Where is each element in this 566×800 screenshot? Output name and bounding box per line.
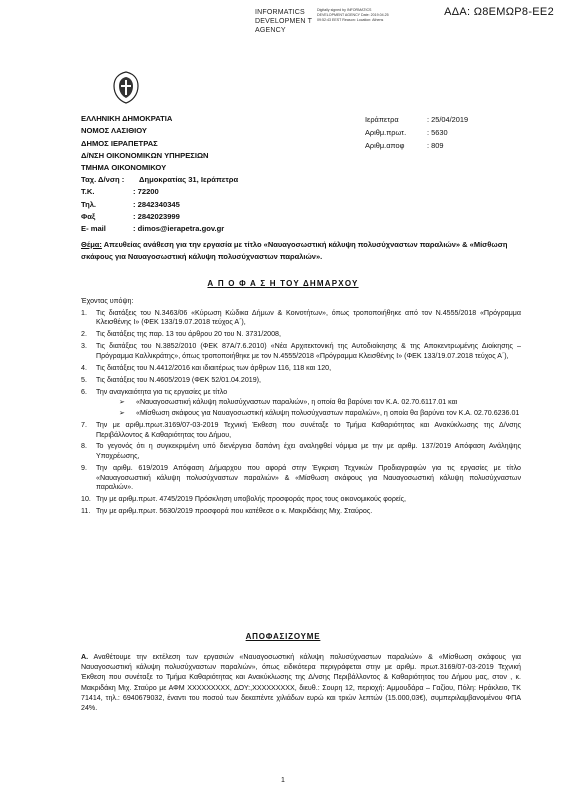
item-text: Το γεγονός ότι η συγκεκριμένη υπό διενέργεια δαπάνη έχει αναληφθεί νόμιμα με την με αριθμ. 137/2019 Απόφαση Ανάληψης Υποχρέωσης, [96,442,521,461]
item-text: Την με αριθμ.πρωτ.3169/07-03-2019 Τεχνική Έκθεση που συνέταξε το Τμήμα Καθαριότητας και Ανακύκλωσης της Δ/νσης Περιβάλλοντος & Καθαριότητας του Δήμου, [96,420,521,439]
digital-signature-block [255,6,395,46]
item-number: 3. [81,342,87,351]
sub-item [96,409,521,419]
considerations [81,297,521,519]
decide-title: ΑΠΟΦΑΣΙΖΟΥΜΕ [245,632,321,641]
list-item [81,464,521,493]
protocol-value: : 5630 [427,128,448,137]
list-item [81,376,521,386]
signature-meta: Digitally signed by INFORMATICS DEVELOPMENT AGENCY Date: 2019.04.25 09:52:43 EEST Reason: Location: Athens [317,8,389,22]
list-item [81,442,521,461]
list-item [81,507,521,517]
list-item [81,364,521,374]
subject-text: Απευθείας ανάθεση για την εργασία με τίτλο «Ναυαγοσωστική κάλυψη πολυσύχναστων παραλιών» & «Μίσθωση σκάφους για Ναυαγοσωστική κάλυψη πολυσύχναστων παραλιών». [81,240,508,261]
item-number: 9. [81,464,87,473]
item-number: 6. [81,387,87,396]
decision-paragraph-a [81,652,521,713]
header-line: ΕΛΛΗΝΙΚΗ ΔΗΜΟΚΡΑΤΙΑ [81,114,173,123]
header-line: Δ/ΝΣΗ ΟΙΚΟΝΟΜΙΚΩΝ ΥΠΗΡΕΣΙΩΝ [81,150,209,160]
email-row [81,223,238,235]
arrow-bullet-icon: ➢ [119,399,125,407]
greek-coat-of-arms-icon [111,70,141,104]
item-text: Τις διατάξεις του Ν.4412/2016 και ιδιαιτέρως των άρθρων 116, 118 και 120, [96,363,332,372]
list-item [81,495,521,505]
tk-value: : 72200 [133,187,159,197]
list-item [81,388,521,419]
tk-label: Τ.Κ. [81,187,95,197]
list-item [81,421,521,440]
list-item [81,342,521,361]
fax-row [81,211,238,223]
item-text: Τις διατάξεις του Ν.3852/2010 (ΦΕΚ 87Α/7.6.2010) «Νέα Αρχιτεκτονική της Αυτοδιοίκησης & της Αποκεντρωμένης Διοίκησης – Πρόγραμμα Καλλικράτης», όπως τροποποιήθηκε με τον Ν.4555/2018 «Πρόγραμμα Κλεισθένης Ι» (ΦΕΚ 133/19.07.2018 τεύχος Α΄), [96,342,521,360]
sub-item-text: «Μίσθωση σκάφους για Ναυαγοσωστική κάλυψη πολυσύχναστων παραλιών», η οποία θα βαρύνει τον Κ.Α. 02.70.6236.01 [136,408,520,417]
ada-code: ΑΔΑ: Ω8ΕΜΩΡ8-ΕΕ2 [444,6,554,18]
item-text: Την αναγκαιότητα για τις εργασίες με τίτλο [96,387,228,396]
address-label: Ταχ. Δ/νση : [81,175,125,184]
item-text: Τις διατάξεις του Ν.3463/06 «Κύρωση Κώδικα Δήμων & Κοινοτήτων», όπως τροποποιήθηκε από τον Ν.4555/2018 «Πρόγραμμα Κλεισθένης Ι» (ΦΕΚ 133/19.07.2018 τεύχος Α΄), [96,308,521,327]
item-number: 7. [81,420,87,429]
item-number: 10. [81,495,91,504]
decision-title: Α Π Ο Φ Α Σ Η ΤΟΥ ΔΗΜΑΡΧΟΥ [207,279,359,288]
reference-block [365,113,468,152]
decision-number-label: Αριθμ.αποφ [365,141,405,150]
tk-row [81,186,238,198]
email-value: : dimos@ierapetra.gov.gr [133,224,225,234]
item-text: Την με αριθμ.πρωτ. 5630/2019 προσφορά που κατέθεσε ο κ. Μακριδάκης Μιχ. Σταύρος. [96,507,373,516]
item-number: 2. [81,330,87,339]
header-line: ΤΜΗΜΑ ΟΙΚΟΝΟΜΙΚΟΥ [81,163,167,173]
subject [81,239,521,262]
list-item [81,309,521,328]
protocol-row [365,126,468,139]
arrow-bullet-icon: ➢ [119,409,125,417]
protocol-label: Αριθμ.πρωτ. [365,128,407,137]
sub-item [96,398,521,408]
decision-number-row [365,139,468,152]
considerations-list [81,309,521,517]
date-row [365,113,468,126]
signature-org: INFORMATICS DEVELOPMEN T AGENCY [255,9,312,34]
item-number: 8. [81,442,87,451]
header-line: ΝΟΜΟΣ ΛΑΣΙΘΙΟΥ [81,126,147,136]
tel-label: Τηλ. [81,199,97,209]
subject-label: Θέμα: [81,240,102,249]
issuer-header [81,113,209,174]
tel-value: : 2842340345 [133,199,180,209]
item-number: 5. [81,375,87,384]
email-label: E- mail [81,224,106,234]
fax-label: Φαξ [81,211,96,221]
tel-row [81,199,238,211]
item-number: 11. [81,507,91,516]
decision-number-value: : 809 [427,141,444,150]
considerations-intro: Έχοντας υπόψη: [81,297,134,305]
item-number: 1. [81,308,87,317]
address-value: Δημοκρατίας 31, Ιεράπετρα [139,175,239,184]
date-value: : 25/04/2019 [427,115,469,124]
paragraph-text: Αναθέτουμε την εκτέλεση των εργασιών «Ναυαγοσωστική κάλυψη πολυσύχναστων παραλιών» & «Μίσθωση σκάφους για Ναυαγοσωστική κάλυψη πολυσύχναστων παραλιών», όπως ειδικότερα περιγράφεται στην με αριθμ. πρωτ.3169/07-03-2019 Τεχνική Έκθεση που συνέταξε το Τμήμα Καθαριότητας και Ανακύκλωσης της Δ/νσης Περιβάλλοντος & Καθαριότητας του Δήμου μας, στον , κ. Μακριδάκη Μιχ. Σταύρο με ΑΦΜ ΧΧΧΧΧΧΧΧΧ, ΔΟΥ:,ΧΧΧΧΧΧΧΧΧ, διευθ.: Σουρη 12, περιοχή: Αμμουδάρα – Γαζίου, Πόλη: Ηράκλειο, ΤΚ 71414, τηλ.: 6940679032, έναντι του ποσού των δεκαπέντε χιλιάδων ευρώ και τριών λεπτών (15.000,03€), συμπεριλαμβανομένου ΦΠΑ 24%. [81,653,521,713]
item-text: Την με αριθμ.πρωτ. 4745/2019 Πρόσκληση υποβολής προσφοράς προς τους οικονομικούς φορείς, [96,495,407,504]
fax-value: : 2842023999 [133,211,180,221]
date-label: Ιεράπετρα [365,115,399,124]
page-number: 1 [281,777,285,784]
item-text: Τις διατάξεις της παρ. 13 του άρθρου 20 του Ν. 3731/2008, [96,330,281,339]
address-row [81,174,238,186]
sub-item-text: «Ναυαγοσωστική κάλυψη πολυσύχναστων παραλιών», η οποία θα βαρύνει τον Κ.Α. 02.70.6117.01 και [136,398,458,407]
item-number: 4. [81,363,87,372]
paragraph-letter: Α. [81,653,89,661]
item-text: Τις διατάξεις του Ν.4605/2019 (ΦΕΚ 52/01.04.2019), [96,375,262,384]
item-text: Την αριθμ. 619/2019 Απόφαση Δήμαρχου που αφορά στην Έγκριση Τεχνικών Προδιαγραφών για τις εργασίες με τίτλο «Ναυαγοσωστική κάλυψη πολυσύχναστων παραλιών» & «Μίσθωση σκάφους για Ναυαγοσωστική κάλυψη πολυσύχναστων παραλιών». [96,464,521,492]
list-item [81,330,521,340]
contact-block [81,174,238,235]
header-line: ΔΗΜΟΣ ΙΕΡΑΠΕΤΡΑΣ [81,138,158,148]
